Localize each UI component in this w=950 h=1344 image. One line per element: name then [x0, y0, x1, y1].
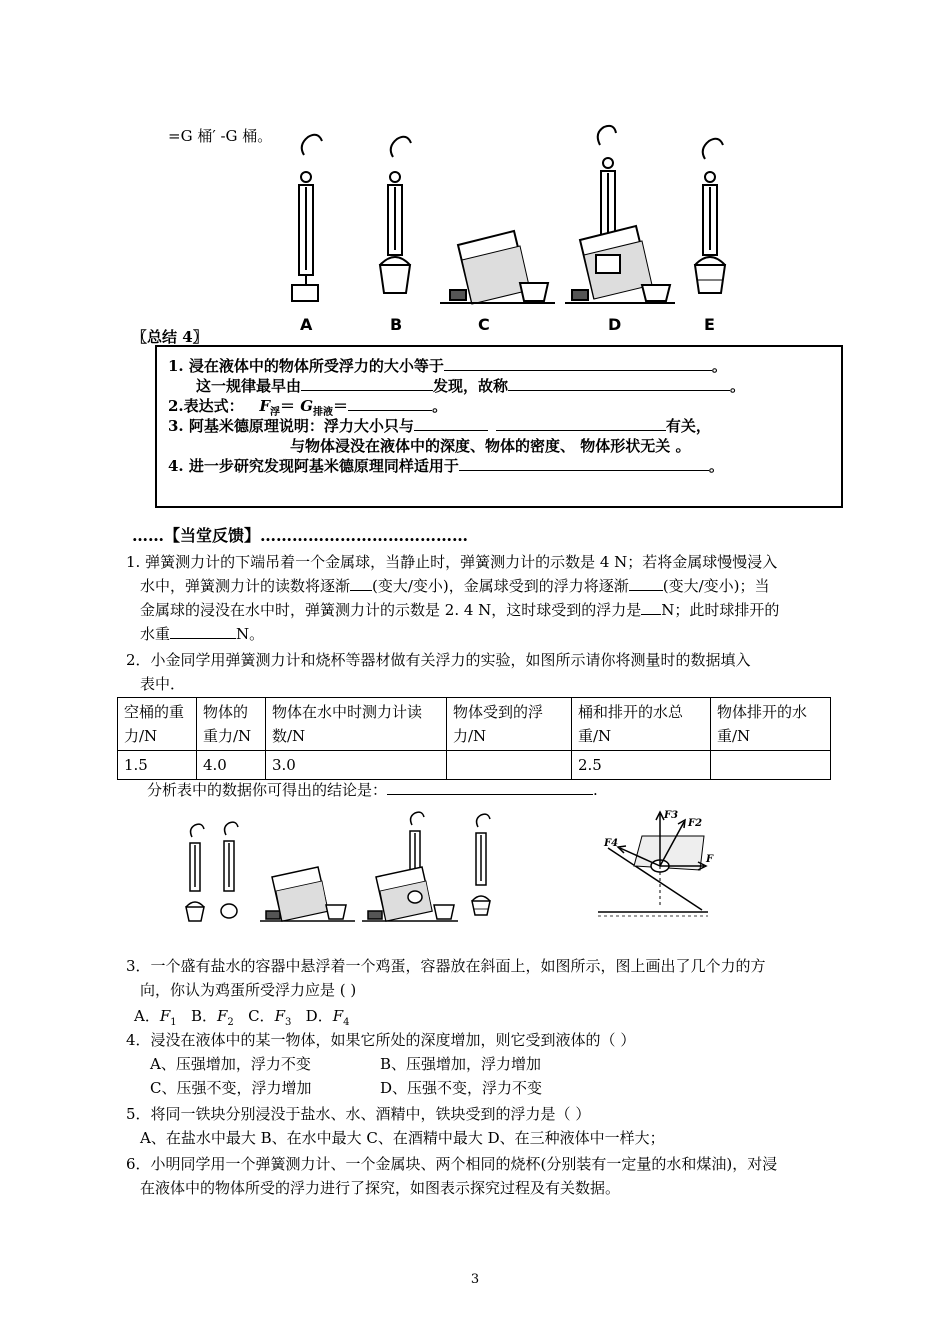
apparatus-e [695, 139, 725, 293]
q3-line-2: 向，你认为鸡蛋所受浮力应是 ( ) [140, 981, 357, 999]
summary-line-3: 2.表达式： $F_浮= G_{排液}=$ 。 [168, 394, 447, 425]
table-header-row [118, 698, 831, 751]
summary-l3-text: 2.表达式： [168, 397, 244, 415]
q1-l4-a: 水重 [140, 625, 171, 643]
apparatus-c [440, 231, 555, 304]
q4-stem: 4．浸没在液体中的某一物体，如果它所处的深度增加，则它受到液体的（ ） [126, 1031, 636, 1049]
q4-option-d: D、压强不变，浮力不变 [380, 1079, 543, 1097]
q1-l2-a: 水中，弹簧测力计的读数将逐渐 [140, 577, 351, 595]
apparatus-d [565, 126, 675, 303]
fig1-label-e: E [704, 315, 715, 334]
q1-l4-b: N。 [236, 625, 265, 643]
q5-stem: 5．将同一铁块分别浸没于盐水、水、酒精中，铁块受到的浮力是（ ） [126, 1105, 591, 1123]
q2-line-1: 2．小金同学用弹簧测力计和烧杯等器材做有关浮力的实验，如图所示请你将测量时的数据填入 [126, 651, 751, 669]
q6-line-2: 在液体中的物体所受的浮力进行了探究，如图表示探究过程及有关数据。 [140, 1179, 621, 1197]
blank-5[interactable] [414, 414, 488, 431]
force-label-f2: F2 [688, 818, 703, 829]
q2-conclusion-text: 分析表中的数据你可得出的结论是： [147, 781, 388, 799]
summary-l1-end: 。 [711, 357, 727, 375]
data-table [117, 697, 831, 780]
fig1-label-b: B [390, 315, 403, 334]
q6-line-1: 6．小明同学用一个弹簧测力计、一个金属块、两个相同的烧杯(分别装有一定量的水和煤油)，对浸 [126, 1155, 778, 1173]
force-label-f4: F4 [604, 838, 619, 849]
q4-option-c: C、压强不变，浮力增加 [150, 1079, 312, 1097]
q4-option-a: A、压强增加，浮力不变 [150, 1055, 311, 1073]
blank-3[interactable] [508, 374, 730, 391]
q3-options: A．$F_1$ B．$F_2$ C．$F_3$ D．$F_4$ [134, 1007, 350, 1028]
table-cell: 1.5 [118, 751, 197, 780]
apparatus-b [380, 137, 411, 293]
summary-line-6 [168, 454, 724, 478]
q1-line-1: 1. 弹簧测力计的下端吊着一个金属球，当静止时，弹簧测力计的示数是 4 N；若将金属球慢慢浸入 [126, 553, 778, 571]
q1-line-4 [140, 622, 264, 646]
q1-blank-1[interactable] [350, 574, 372, 591]
q2-blank[interactable] [387, 778, 593, 795]
summary-line-5: 与物体浸没在液体中的深度、物体的密度、 物体形状无关 。 [290, 437, 691, 455]
summary-l2-end: 。 [730, 377, 746, 395]
blank-4[interactable] [348, 394, 432, 411]
force-diagram-figure [590, 808, 720, 923]
q1-line-3 [140, 598, 779, 622]
experiment-figure-1 [280, 125, 730, 340]
summary-l1-text: 1. 浸在液体中的物体所受浮力的大小等于 [168, 357, 444, 375]
q1-l2-b: (变大/变小)，金属球受到的浮力将逐渐 [372, 577, 629, 595]
summary-l6-end: 。 [708, 457, 724, 475]
table-header: 空桶的重力/N [118, 698, 197, 751]
summary-heading: 〖总结 4〗 [132, 328, 208, 346]
summary-l2-text: 这一规律最早由 [196, 377, 302, 395]
summary-l2-mid: 发现，故称 [433, 377, 509, 395]
blank-1[interactable] [444, 354, 712, 371]
force-label-f3: F3 [664, 810, 679, 821]
q1-line-2 [140, 574, 770, 598]
fig1-label-c: C [478, 315, 490, 334]
table-cell: 4.0 [197, 751, 266, 780]
table-cell: 3.0 [266, 751, 447, 780]
table-cell[interactable] [447, 751, 572, 780]
q1-blank-4[interactable] [170, 622, 236, 639]
table-header: 物体受到的浮力/N [447, 698, 572, 751]
table-row [118, 751, 831, 780]
q1-l3-b: N；此时球排开的 [661, 601, 780, 619]
q1-l3-a: 金属球的浸没在水中时，弹簧测力计的示数是 2. 4 N，这时球受到的浮力是 [140, 601, 642, 619]
top-formula: =G 桶′ -G 桶。 [168, 127, 273, 145]
table-header: 物体在水中时测力计读数/N [266, 698, 447, 751]
apparatus-a [292, 135, 322, 301]
q1-l2-c: (变大/变小)；当 [662, 577, 770, 595]
blank-6[interactable] [496, 414, 666, 431]
page-number: 3 [470, 1272, 480, 1287]
summary-l4-text: 3. 阿基米德原理说明：浮力大小只与 [168, 417, 414, 435]
feedback-heading: ……【当堂反馈】………………………………… [132, 526, 469, 545]
summary-l3-end: 。 [432, 397, 448, 415]
table-header: 物体排开的水重/N [711, 698, 831, 751]
summary-l6-text: 4. 进一步研究发现阿基米德原理同样适用于 [168, 457, 459, 475]
q3-line-1: 3．一个盛有盐水的容器中悬浮着一个鸡蛋，容器放在斜面上，如图所示，图上画出了几个力的方 [126, 957, 766, 975]
q1-blank-2[interactable] [629, 574, 663, 591]
summary-l4-end: 有关， [665, 417, 711, 435]
table-cell: 2.5 [572, 751, 711, 780]
force-label-f: F [706, 854, 714, 865]
table-header: 桶和排开的水总重/N [572, 698, 711, 751]
experiment-figure-2 [180, 815, 500, 935]
blank-7[interactable] [459, 454, 709, 471]
q2-line-2: 表中． [140, 675, 186, 693]
q2-conclusion: 分析表中的数据你可得出的结论是： . [147, 778, 598, 802]
blank-2[interactable] [301, 374, 433, 391]
table-cell[interactable] [711, 751, 831, 780]
q1-blank-3[interactable] [641, 598, 661, 615]
q5-options: A、在盐水中最大 B、在水中最大 C、在酒精中最大 D、在三种液体中一样大； [140, 1129, 665, 1147]
table-header: 物体的重力/N [197, 698, 266, 751]
fig1-label-d: D [608, 315, 622, 334]
fig1-label-a: A [300, 315, 313, 334]
q4-option-b: B、压强增加，浮力增加 [380, 1055, 542, 1073]
